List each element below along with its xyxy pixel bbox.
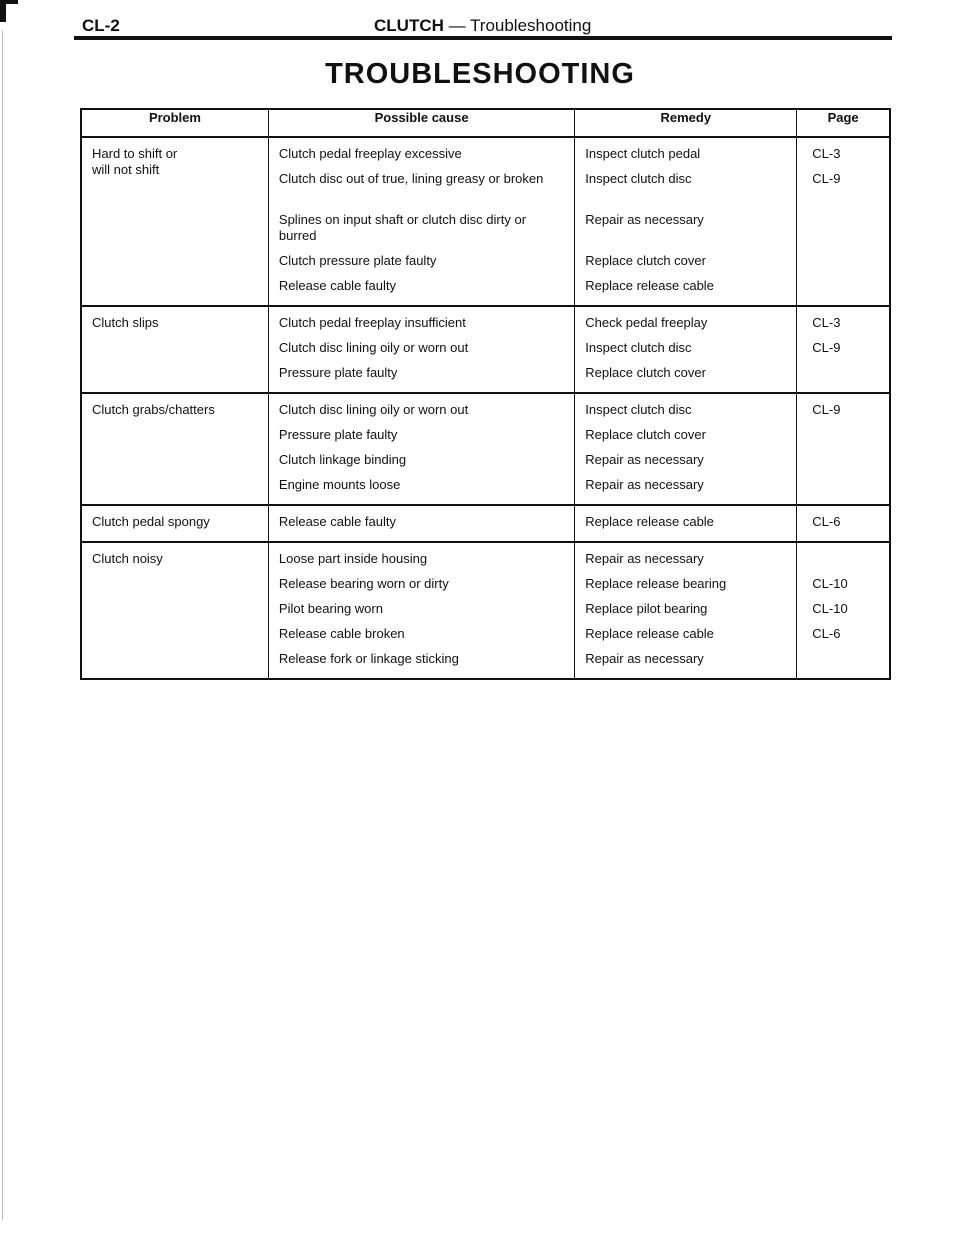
cause-cell xyxy=(268,393,574,505)
remedy-cell xyxy=(575,505,797,542)
page-ref-line: CL-3 xyxy=(812,315,841,330)
page-ref-cell xyxy=(797,137,890,306)
table-row xyxy=(81,137,890,306)
remedy-line: Check pedal freeplay xyxy=(585,315,708,330)
page-ref-line xyxy=(807,365,881,381)
table-row xyxy=(81,505,890,542)
remedy-line: Replace clutch cover xyxy=(585,427,706,442)
remedy-line: Inspect clutch disc xyxy=(585,402,692,417)
page-ref-line xyxy=(807,253,881,269)
scan-margin-line xyxy=(2,30,3,1220)
remedy-line: Repair as necessary xyxy=(585,651,704,666)
page-ref-line xyxy=(807,551,881,567)
remedy-line: Replace clutch cover xyxy=(585,253,706,268)
cause-line: Clutch linkage binding xyxy=(278,452,407,467)
header-remedy: Remedy xyxy=(575,109,797,137)
cause-line: Clutch disc lining oily or worn out xyxy=(278,340,469,355)
remedy-cell xyxy=(575,306,797,393)
page-ref-line: CL-10 xyxy=(812,576,848,591)
page-ref-line: CL-6 xyxy=(812,626,841,641)
page-title: TROUBLESHOOTING xyxy=(325,58,635,90)
page-ref-line: CL-9 xyxy=(812,340,841,355)
cause-line: Pilot bearing worn xyxy=(278,601,383,616)
remedy-line: Inspect clutch disc xyxy=(585,340,692,355)
cause-line: Release fork or linkage sticking xyxy=(278,651,459,666)
remedy-cell xyxy=(575,137,797,306)
header-page: Page xyxy=(797,109,890,137)
header-problem: Problem xyxy=(81,109,268,137)
section-title-rest: — Troubleshooting xyxy=(443,16,592,35)
header-rule xyxy=(74,36,892,40)
page-header xyxy=(74,14,892,38)
table-row xyxy=(81,306,890,393)
cause-line: Release cable faulty xyxy=(278,278,396,293)
cause-cell xyxy=(268,505,574,542)
cause-line: Release bearing worn or dirty xyxy=(278,576,449,591)
cause-line: Pressure plate faulty xyxy=(278,427,398,442)
problem-cell xyxy=(81,505,268,542)
section-title xyxy=(374,16,591,36)
problem-text: Clutch noisy xyxy=(92,551,163,566)
page-ref-line xyxy=(807,278,881,294)
page-ref-line: CL-9 xyxy=(812,402,841,417)
remedy-line: Inspect clutch disc xyxy=(585,171,692,186)
remedy-line: Replace release cable xyxy=(585,514,714,529)
problem-cell xyxy=(81,306,268,393)
page-ref-line: CL-9 xyxy=(812,171,841,186)
remedy-line: Replace release bearing xyxy=(585,576,727,591)
problem-cell xyxy=(81,137,268,306)
remedy-cell xyxy=(575,393,797,505)
page-ref-line xyxy=(807,452,881,468)
remedy-line: Repair as necessary xyxy=(585,551,704,566)
cause-line: Pressure plate faulty xyxy=(278,365,398,380)
cause-cell xyxy=(268,137,574,306)
cause-line: Clutch pedal freeplay excessive xyxy=(278,146,462,161)
cause-line: Clutch disc out of true, lining greasy or broken xyxy=(278,171,544,186)
page-ref-line xyxy=(807,212,881,244)
troubleshooting-table xyxy=(80,108,891,680)
remedy-line: Replace release cable xyxy=(585,278,714,293)
page-code: CL-2 xyxy=(82,16,120,35)
cause-line: Clutch pedal freeplay insufficient xyxy=(278,315,466,330)
problem-text: Clutch slips xyxy=(92,315,159,330)
page-ref-line xyxy=(807,427,881,443)
cause-line: Release cable broken xyxy=(278,626,405,641)
remedy-line: Repair as necessary xyxy=(585,452,704,467)
corner-crop-mark xyxy=(0,0,6,22)
page-ref-cell xyxy=(797,505,890,542)
problem-text: Hard to shift or will not shift xyxy=(92,146,178,177)
cause-cell xyxy=(268,542,574,679)
cause-line: Clutch disc lining oily or worn out xyxy=(278,402,469,417)
problem-cell xyxy=(81,393,268,505)
remedy-cell xyxy=(575,542,797,679)
cause-cell xyxy=(268,306,574,393)
problem-text: Clutch pedal spongy xyxy=(92,514,210,529)
table-row xyxy=(81,542,890,679)
remedy-line: Inspect clutch pedal xyxy=(585,146,701,161)
remedy-line: Replace release cable xyxy=(585,626,714,641)
page-ref-cell xyxy=(797,306,890,393)
header-possible-cause: Possible cause xyxy=(268,109,574,137)
remedy-line: Repair as necessary xyxy=(585,212,704,227)
remedy-line: Replace pilot bearing xyxy=(585,601,708,616)
page-ref-line: CL-3 xyxy=(812,146,841,161)
cause-line: Loose part inside housing xyxy=(278,551,428,566)
problem-text: Clutch grabs/chatters xyxy=(92,402,215,417)
cause-line: Splines on input shaft or clutch disc dirty or burred xyxy=(278,212,527,243)
section-title-bold: CLUTCH xyxy=(374,16,444,35)
page-ref-cell xyxy=(797,542,890,679)
problem-cell xyxy=(81,542,268,679)
cause-line: Engine mounts loose xyxy=(278,477,401,492)
page-ref-line: CL-10 xyxy=(812,601,848,616)
page-ref-cell xyxy=(797,393,890,505)
table-body xyxy=(81,137,890,679)
page-ref-line xyxy=(807,651,881,667)
remedy-line: Replace clutch cover xyxy=(585,365,706,380)
table-header-row xyxy=(81,109,890,137)
page-ref-line xyxy=(807,477,881,493)
cause-line: Release cable faulty xyxy=(278,514,396,529)
cause-line: Clutch pressure plate faulty xyxy=(278,253,437,268)
table-row xyxy=(81,393,890,505)
remedy-line: Repair as necessary xyxy=(585,477,704,492)
page-ref-line: CL-6 xyxy=(812,514,841,529)
